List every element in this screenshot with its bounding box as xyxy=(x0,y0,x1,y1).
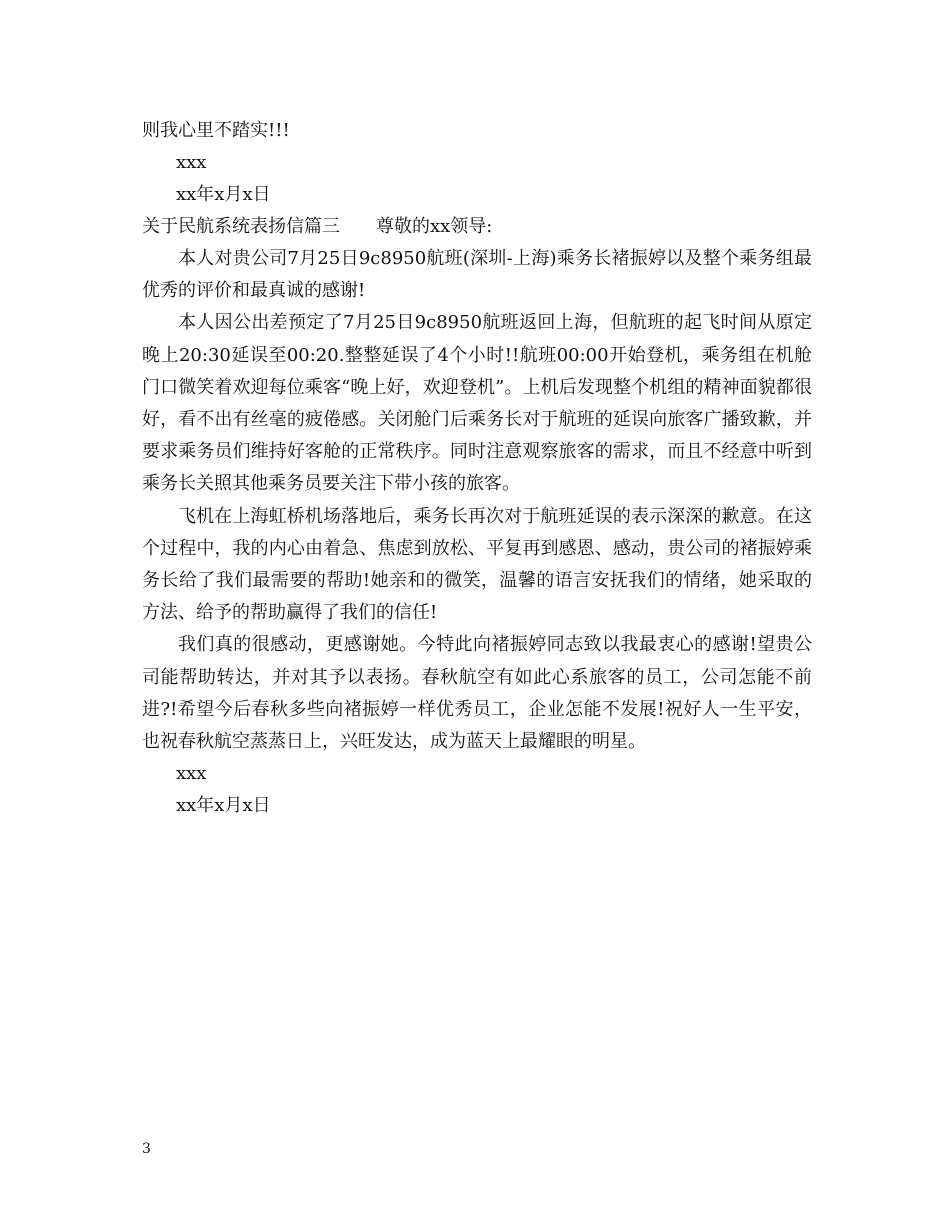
section-heading: 关于民航系统表扬信篇三 xyxy=(142,216,340,237)
body-paragraph: 本人因公出差预定了7月25日9c8950航班返回上海，但航班的起飞时间从原定晚上20:30延误至00:20.整整延误了4个小时!!航班00:00开始登机，乘务组在机舱门口微笑着欢迎每位乘客“晚上好，欢迎登机”。上机后发现整个机组的精神面貌都很好，看不出有丝毫的疲倦感。关闭舱门后乘务长对于航班的延误向旅客广播致歉，并要求乘务员们维持好客舱的正常秩序。同时注意观察旅客的需求，而且不经意中听到乘务长关照其他乘务员要关注下带小孩的旅客。 xyxy=(142,312,812,495)
date-line: xx年x月x日 xyxy=(176,184,271,205)
body-paragraph: 我们真的很感动，更感谢她。今特此向褚振婷同志致以我最衷心的感谢!望贵公司能帮助转达，并对其予以表扬。春秋航空有如此心系旅客的员工，公司怎能不前进?!希望今后春秋多些向褚振婷一样优秀员工，企业怎能不发展!祝好人一生平安，也祝春秋航空蒸蒸日上，兴旺发达，成为蓝天上最耀眼的明星。 xyxy=(142,634,812,753)
document-body xyxy=(142,115,812,822)
body-paragraph: 本人对贵公司7月25日9c8950航班(深圳-上海)乘务长褚振婷以及整个乘务组最优秀的评价和最真诚的感谢! xyxy=(142,248,812,302)
page-number: 3 xyxy=(142,1141,151,1157)
carryover-line: 则我心里不踏实!!! xyxy=(142,120,290,141)
section-heading-line xyxy=(142,211,812,243)
salutation: 尊敬的xx领导: xyxy=(376,216,493,237)
signature: xxx xyxy=(176,763,207,785)
signature: xxx xyxy=(176,152,207,173)
body-paragraph: 飞机在上海虹桥机场落地后，乘务长再次对于航班延误的表示深深的歉意。在这个过程中，我的内心由着急、焦虑到放松、平复再到感恩、感动，贵公司的褚振婷乘务长给了我们最需要的帮助!她亲和的微笑，温馨的语言安抚我们的情绪，她采取的方法、给予的帮助赢得了我们的信任! xyxy=(142,505,812,624)
date-line: xx年x月x日 xyxy=(176,795,271,817)
